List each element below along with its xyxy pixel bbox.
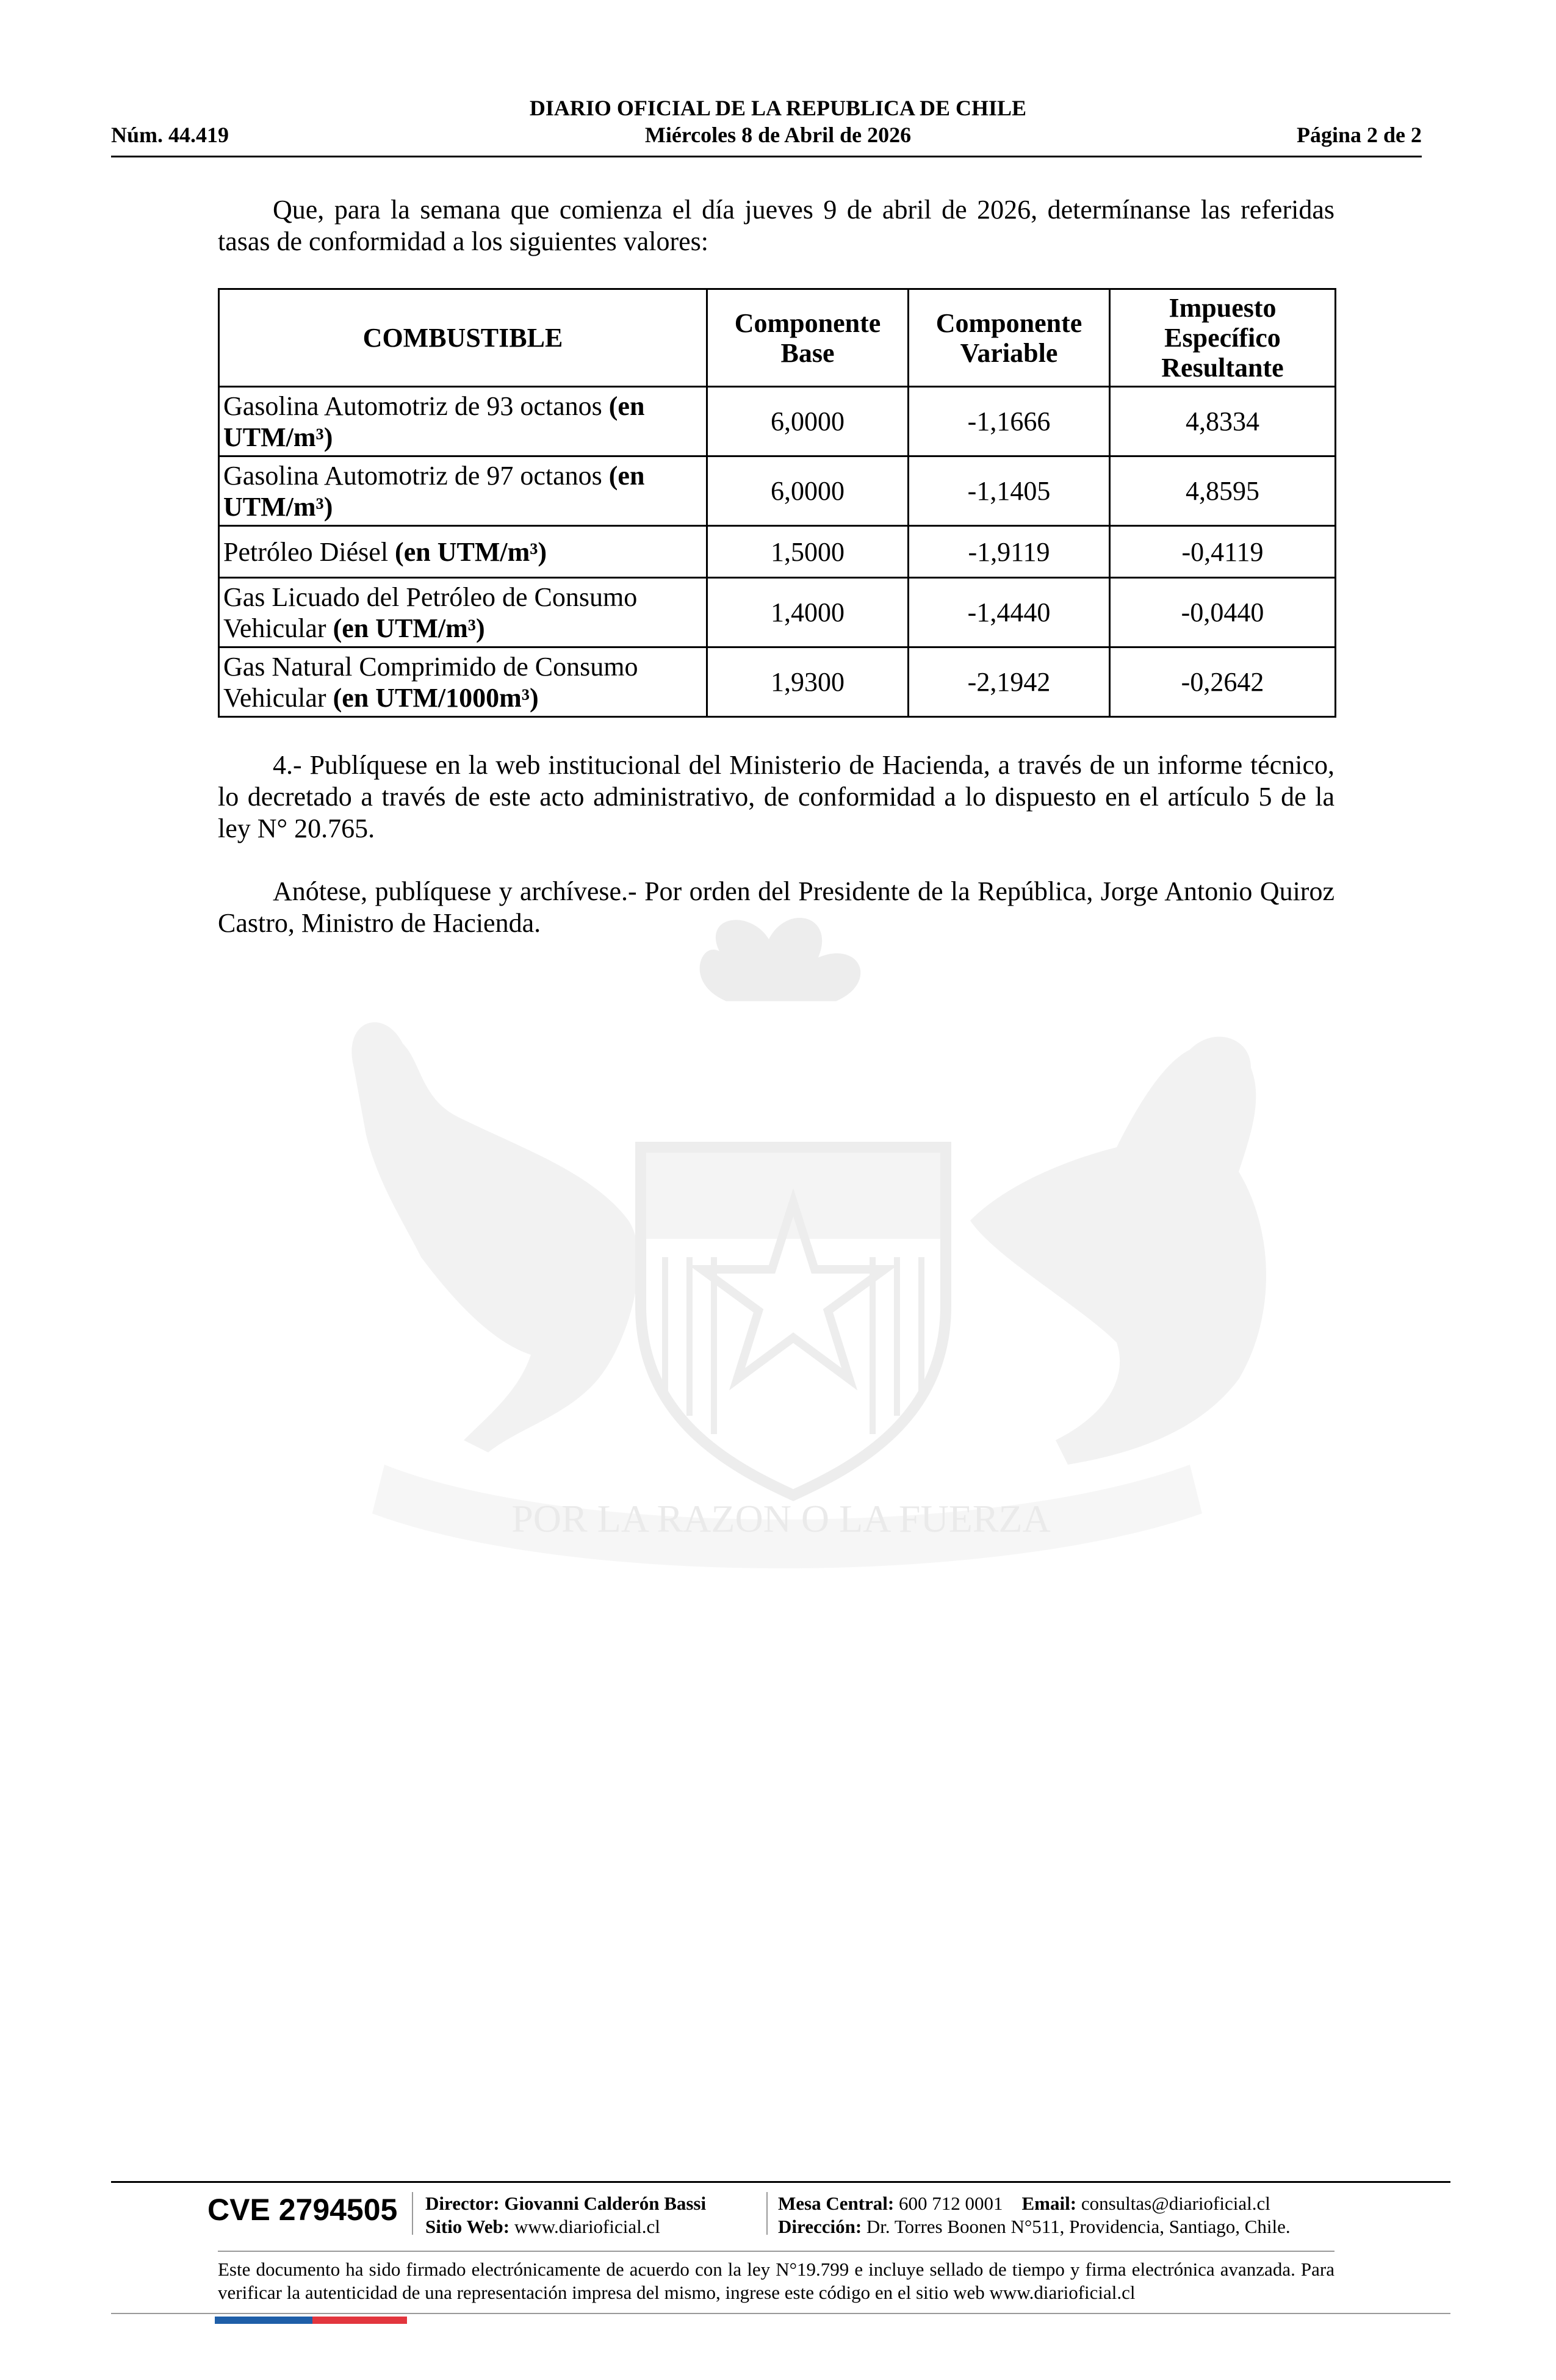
address-line: Dirección: Dr. Torres Boonen N°511, Providencia, Santiago, Chile. xyxy=(778,2216,1291,2237)
table-row xyxy=(219,647,1336,717)
table-row xyxy=(219,387,1336,456)
variable-cell: -1,1666 xyxy=(909,387,1110,456)
base-cell: 1,5000 xyxy=(707,526,909,578)
header-base: Componente Base xyxy=(707,289,909,387)
newspaper-title: DIARIO OFICIAL DE LA REPUBLICA DE CHILE xyxy=(529,96,1027,120)
result-cell: -0,2642 xyxy=(1110,647,1336,717)
article-4-paragraph: 4.- Publíquese en la web institucional del Ministerio de Hacienda, a través de un informe técnico, lo decretado a través de este acto administrativo, de conformidad a lo dispuesto en el artículo 5 de la ley N° 20.765. xyxy=(218,750,1334,843)
result-cell: -0,4119 xyxy=(1110,526,1336,578)
issue-date: Miércoles 8 de Abril de 2026 xyxy=(644,123,912,147)
flag-bar-red xyxy=(312,2317,407,2324)
issue-number: Núm. 44.419 xyxy=(111,123,229,147)
page-indicator: Página 2 de 2 xyxy=(1296,123,1422,147)
website-line: Sitio Web: www.diarioficial.cl xyxy=(425,2216,660,2237)
footer-separator xyxy=(412,2192,413,2235)
director-line: Director: Giovanni Calderón Bassi xyxy=(425,2193,707,2214)
fuel-name-cell: Petróleo Diésel (en UTM/m³) xyxy=(219,526,707,578)
table-row xyxy=(219,526,1336,578)
table-row xyxy=(219,578,1336,647)
fuel-name-cell: Gas Licuado del Petróleo de Consumo Vehicular (en UTM/m³) xyxy=(219,578,707,647)
tax-rates-table-wrapper xyxy=(218,288,1336,718)
base-cell: 1,9300 xyxy=(707,647,909,717)
fuel-name-cell: Gasolina Automotriz de 97 octanos (en UTM/m³) xyxy=(219,456,707,526)
table-row xyxy=(219,456,1336,526)
cve-code: CVE 2794505 xyxy=(207,2193,398,2227)
closing-paragraph: Anótese, publíquese y archívese.- Por orden del Presidente de la República, Jorge Antonio Quiroz Castro, Ministro de Hacienda. xyxy=(218,876,1334,938)
header-result: Impuesto Específico Resultante xyxy=(1110,289,1336,387)
table-header-row xyxy=(219,289,1336,387)
contact-line: Mesa Central: 600 712 0001 Email: consultas@diarioficial.cl xyxy=(778,2193,1270,2214)
email-link[interactable]: consultas@diarioficial.cl xyxy=(1081,2193,1270,2214)
base-cell: 6,0000 xyxy=(707,456,909,526)
fuel-name-cell: Gasolina Automotriz de 93 octanos (en UTM/m³) xyxy=(219,387,707,456)
flag-bar-blue xyxy=(215,2317,312,2324)
variable-cell: -1,9119 xyxy=(909,526,1110,578)
footer-divider-top xyxy=(111,2181,1450,2183)
result-cell: 4,8595 xyxy=(1110,456,1336,526)
variable-cell: -1,4440 xyxy=(909,578,1110,647)
signature-disclaimer: Este documento ha sido firmado electrónicamente de acuerdo con la ley N°19.799 e incluye sellado de tiempo y firma electrónica avanzada. Para verificar la autenticidad de una representación impresa del mismo, ingrese este código en el sitio web www.diarioficial.cl xyxy=(218,2259,1334,2303)
footer-contact-block xyxy=(778,2192,1291,2238)
base-cell: 1,4000 xyxy=(707,578,909,647)
header-fuel: COMBUSTIBLE xyxy=(219,289,707,387)
tax-rates-table xyxy=(218,288,1336,718)
watermark-motto: POR LA RAZON O LA FUERZA xyxy=(511,1497,1051,1540)
footer-separator xyxy=(766,2192,768,2235)
footer-divider-bottom xyxy=(111,2313,1450,2314)
fuel-name-cell: Gas Natural Comprimido de Consumo Vehicular (en UTM/1000m³) xyxy=(219,647,707,717)
result-cell: -0,0440 xyxy=(1110,578,1336,647)
intro-paragraph: Que, para la semana que comienza el día jueves 9 de abril de 2026, determínanse las referidas tasas de conformidad a los siguientes valores: xyxy=(218,195,1334,256)
base-cell: 6,0000 xyxy=(707,387,909,456)
header-variable: Componente Variable xyxy=(909,289,1110,387)
website-link[interactable]: www.diarioficial.cl xyxy=(514,2216,660,2237)
footer-divider-middle xyxy=(218,2251,1334,2252)
variable-cell: -1,1405 xyxy=(909,456,1110,526)
result-cell: 4,8334 xyxy=(1110,387,1336,456)
variable-cell: -2,1942 xyxy=(909,647,1110,717)
footer-director-block xyxy=(425,2192,706,2238)
header-divider xyxy=(111,156,1422,157)
coat-of-arms-watermark xyxy=(201,915,1361,1648)
